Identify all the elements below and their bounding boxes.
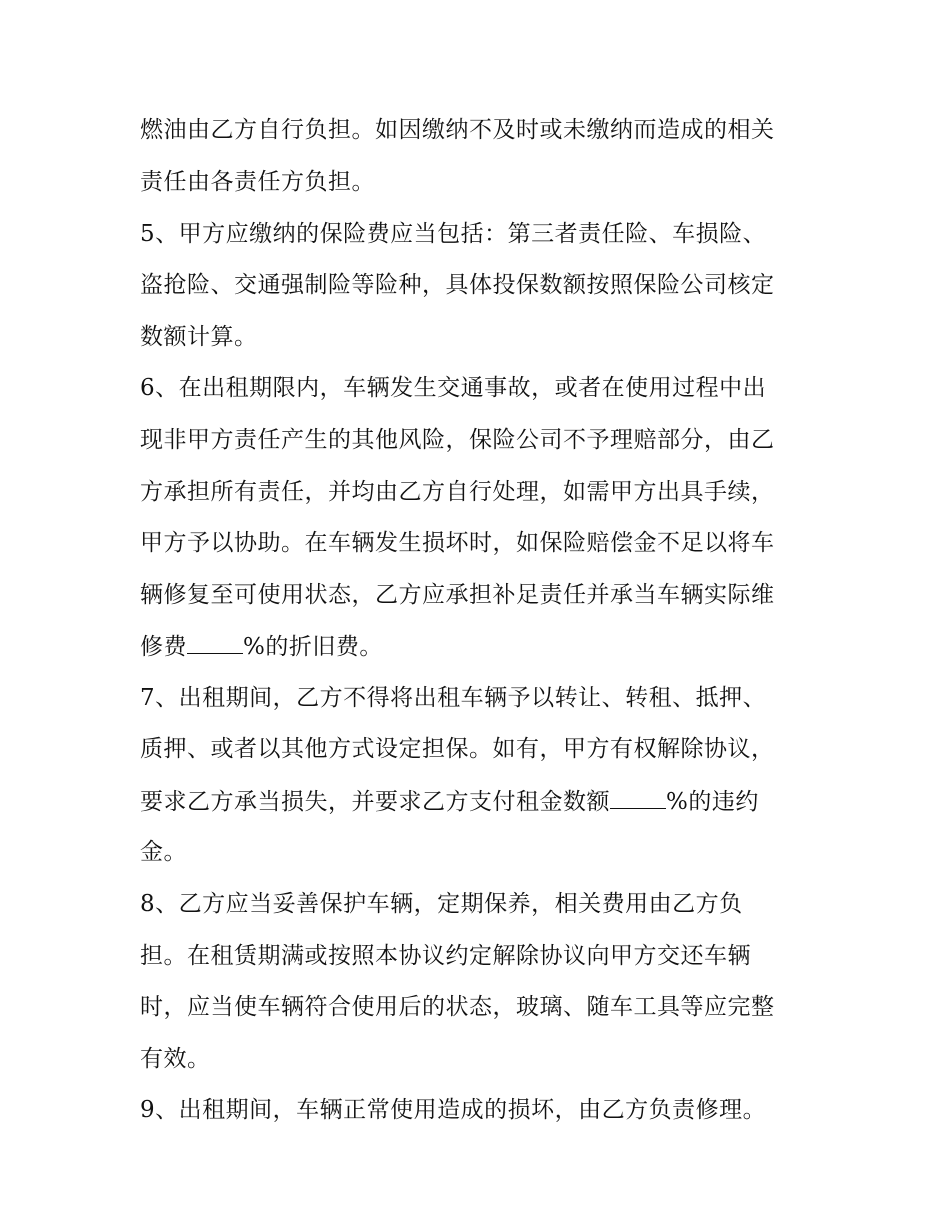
paragraph-line: 数额计算。 [140, 324, 258, 350]
fill-in-blank [610, 786, 666, 809]
paragraph-line: 担。在租赁期满或按照本协议约定解除协议向甲方交还车辆 [140, 943, 751, 969]
paragraph-line: 时，应当使车辆符合使用后的状态，玻璃、随车工具等应完整 [140, 994, 775, 1020]
clause-6-line: 6、在出租期限内，车辆发生交通事故，或者在使用过程中出 [140, 375, 767, 401]
fill-in-blank [187, 631, 243, 654]
paragraph-line: 责任由各责任方负担。 [140, 169, 375, 195]
paragraph-line: 现非甲方责任产生的其他风险，保险公司不予理赔部分，由乙 [140, 427, 775, 453]
clause-9-line: 9、出租期间，车辆正常使用造成的损坏，由乙方负责修理。 [140, 1097, 767, 1123]
paragraph-line: 盗抢险、交通强制险等险种，具体投保数额按照保险公司核定 [140, 272, 775, 298]
paragraph-line: 方承担所有责任，并均由乙方自行处理，如需甲方出具手续， [140, 479, 775, 505]
text-segment: 修费 [140, 634, 187, 660]
paragraph-line: 辆修复至可使用状态，乙方应承担补足责任并承当车辆实际维 [140, 582, 775, 608]
paragraph-line-with-blank [140, 786, 759, 817]
paragraph-line: 金。 [140, 839, 187, 865]
paragraph-line-with-blank [140, 631, 383, 662]
paragraph-line: 有效。 [140, 1046, 211, 1072]
text-segment: %的折旧费。 [243, 634, 383, 660]
clause-8-line: 8、乙方应当妥善保护车辆，定期保养，相关费用由乙方负 [140, 891, 743, 917]
paragraph-line: 质押、或者以其他方式设定担保。如有，甲方有权解除协议， [140, 736, 775, 762]
clause-7-line: 7、出租期间，乙方不得将出租车辆予以转让、转租、抵押、 [140, 685, 767, 711]
paragraph-line: 燃油由乙方自行负担。如因缴纳不及时或未缴纳而造成的相关 [140, 117, 775, 143]
paragraph-line: 甲方予以协助。在车辆发生损坏时，如保险赔偿金不足以将车 [140, 530, 775, 556]
clause-5-line: 5、甲方应缴纳的保险费应当包括：第三者责任险、车损险、 [140, 221, 767, 247]
text-segment: %的违约 [666, 789, 759, 815]
text-segment: 要求乙方承当损失，并要求乙方支付租金数额 [140, 789, 610, 815]
